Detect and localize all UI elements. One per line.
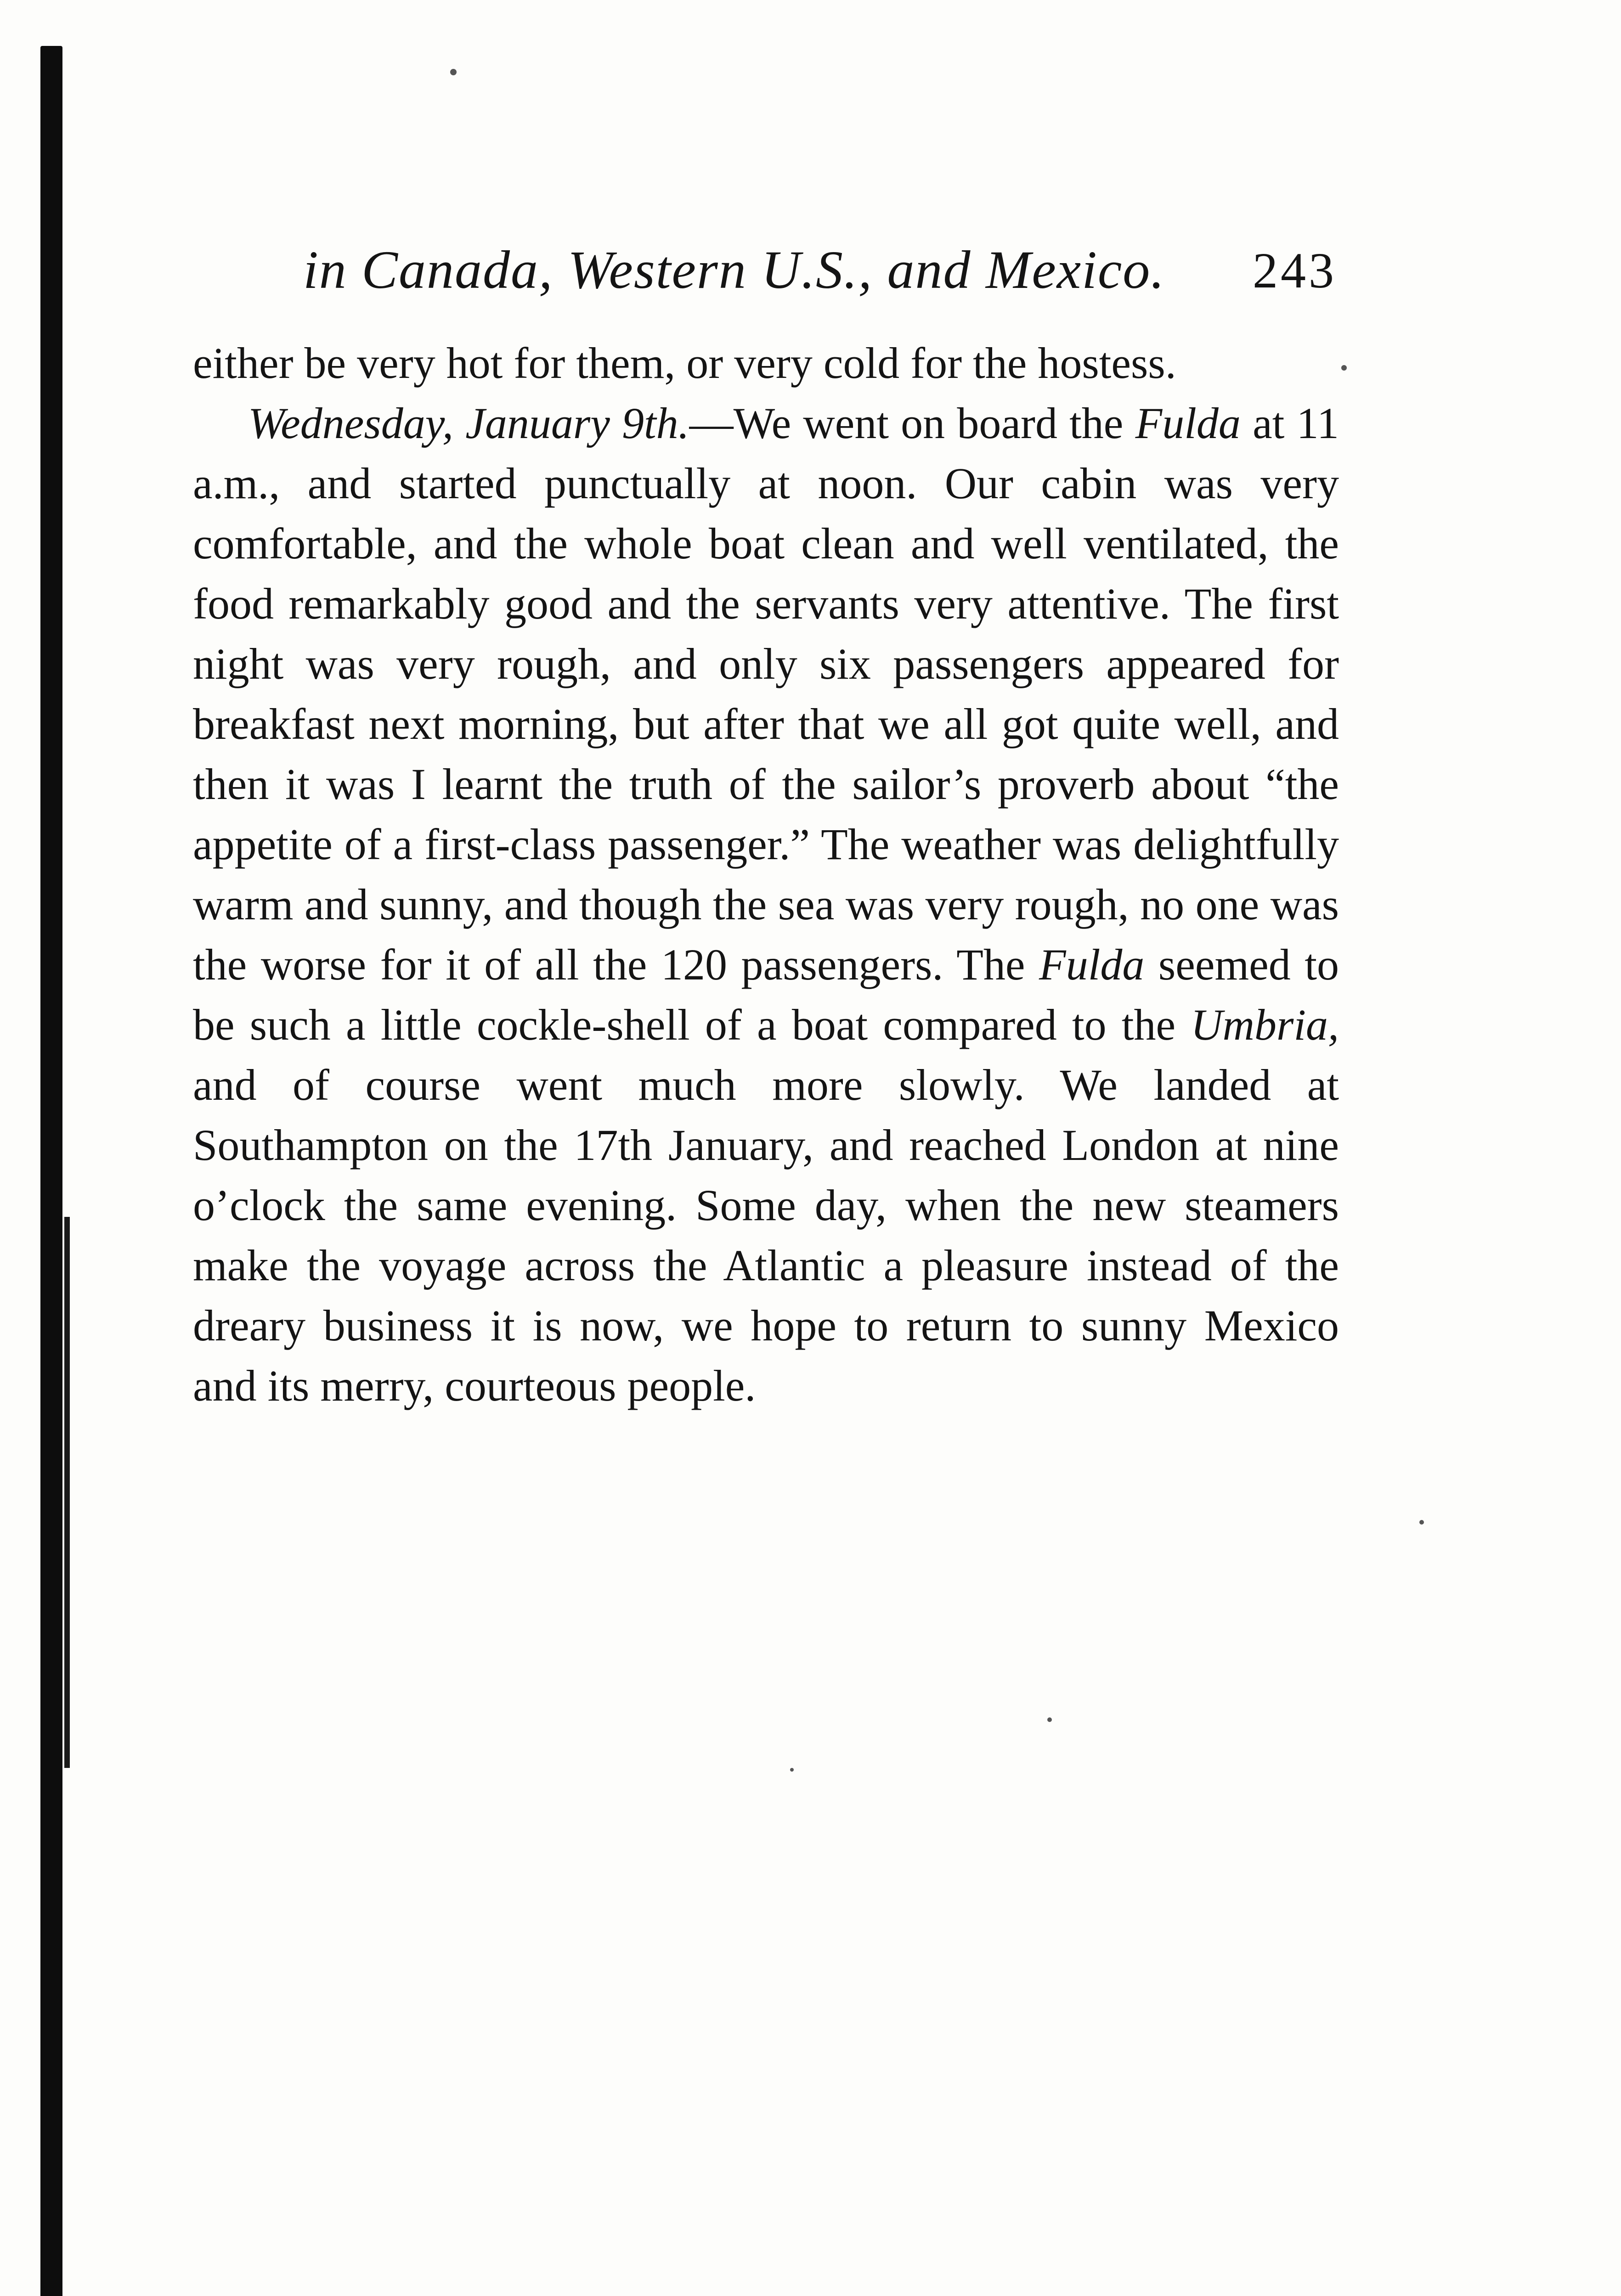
binding-edge	[40, 46, 62, 2296]
ship-name: Umbria,	[1191, 1000, 1339, 1049]
entry-text: seemed to be such a little cockle-shell of a boat compared to the	[193, 940, 1339, 1049]
paragraph-diary-entry	[193, 393, 1339, 1416]
body-text	[193, 333, 1339, 1416]
scan-speck	[1341, 365, 1347, 371]
ship-name: Fulda	[1135, 399, 1241, 448]
binding-shadow	[64, 1217, 70, 1768]
entry-date: Wednesday, January 9th.	[248, 399, 689, 448]
entry-text: —We went on board the	[689, 399, 1135, 448]
ship-name: Fulda	[1039, 940, 1145, 989]
page-number: 243	[1253, 242, 1337, 298]
scan-speck	[450, 69, 457, 75]
running-title: in Canada, Western U.S., and Mexico.	[303, 240, 1165, 300]
page-header	[266, 239, 1337, 303]
scan-speck	[1047, 1717, 1052, 1722]
entry-text: and of course went much more slowly. We landed at Southampton on the 17th January, and reached London at nine o’clock the same evening. Some day, when the new steamers make the voyage across the Atlantic a pleasure instead of the dreary business it is now, we hope to return to sunny Mexico and its merry, courteous people.	[193, 1060, 1339, 1410]
entry-text: at 11 a.m., and started punctually at noon. Our cabin was very comfortable, and the whole boat clean and well ventilated, the food remarkably good and the servants very attentive. The first night was very rough, and only six passengers appeared for breakfast next morning, but after that we all got quite well, and then it was I learnt the truth of the sailor’s proverb about “the appetite of a first-class passenger.” The weather was delightfully warm and sunny, and though the sea was very rough, no one was the worse for it of all the 120 passengers. The	[193, 399, 1339, 989]
scan-speck	[1419, 1520, 1424, 1525]
paragraph-continuation: either be very hot for them, or very cold for the hostess.	[193, 338, 1176, 388]
scan-speck	[790, 1768, 794, 1772]
